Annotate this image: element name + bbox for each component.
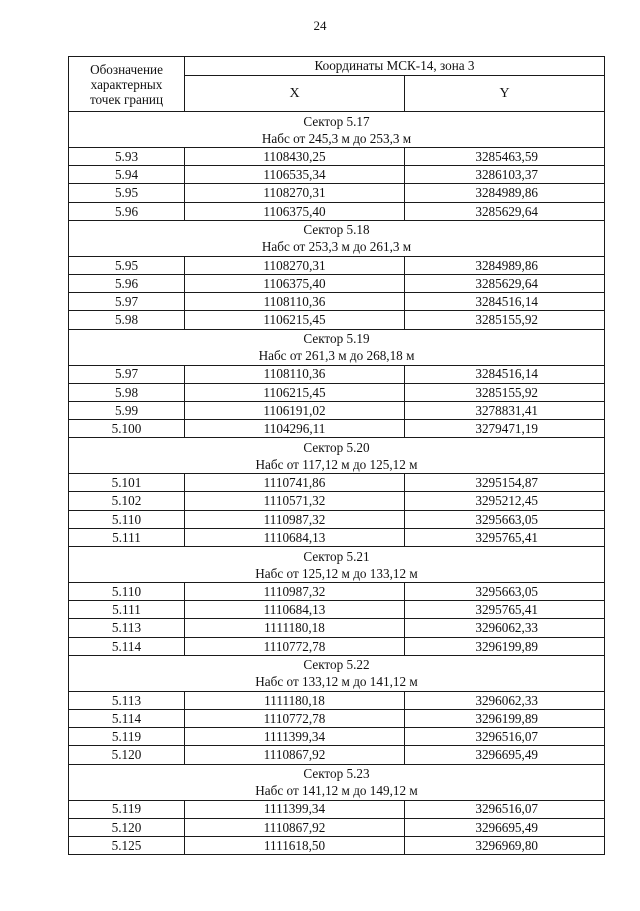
x-coordinate-cell: 1106535,34 — [185, 166, 405, 184]
x-coordinate-cell: 1111399,34 — [185, 800, 405, 818]
sector-header-row — [69, 547, 605, 583]
table-row — [69, 420, 605, 438]
y-coordinate-cell: 3284989,86 — [405, 184, 605, 202]
y-coordinate-cell: 3295663,05 — [405, 510, 605, 528]
y-coordinate-cell: 3285463,59 — [405, 148, 605, 166]
x-coordinate-cell: 1106375,40 — [185, 202, 405, 220]
sector-height-range: Набс от 117,12 м до 125,12 м — [255, 456, 418, 472]
table-row — [69, 365, 605, 383]
table-row — [69, 709, 605, 727]
header-point-column — [69, 57, 185, 112]
header-point-line-2: характерных — [90, 76, 163, 92]
sector-header — [69, 547, 605, 583]
y-coordinate-cell: 3296062,33 — [405, 691, 605, 709]
table-row — [69, 166, 605, 184]
sector-header-row — [69, 220, 605, 256]
y-coordinate-cell: 3285155,92 — [405, 383, 605, 401]
x-coordinate-cell: 1110772,78 — [185, 637, 405, 655]
y-coordinate-cell: 3286103,37 — [405, 166, 605, 184]
y-coordinate-cell: 3285629,64 — [405, 274, 605, 292]
point-id-cell: 5.96 — [69, 202, 185, 220]
x-coordinate-cell: 1108110,36 — [185, 293, 405, 311]
sector-height-range: Набс от 261,3 м до 268,18 м — [258, 348, 415, 363]
sector-header — [69, 655, 605, 691]
x-coordinate-cell: 1110741,86 — [185, 474, 405, 492]
sector-header-row — [69, 329, 605, 365]
point-id-cell: 5.114 — [69, 709, 185, 727]
point-id-cell: 5.113 — [69, 619, 185, 637]
sector-height-range: Набс от 133,12 м до 141,12 м — [255, 674, 418, 690]
y-coordinate-cell: 3278831,41 — [405, 401, 605, 419]
sector-height-range: Набс от 141,12 м до 149,12 м — [255, 783, 418, 798]
point-id-cell: 5.120 — [69, 818, 185, 836]
y-coordinate-cell: 3295663,05 — [405, 583, 605, 601]
table-row — [69, 293, 605, 311]
point-id-cell: 5.95 — [69, 184, 185, 202]
point-id-cell: 5.97 — [69, 365, 185, 383]
x-coordinate-cell: 1104296,11 — [185, 420, 405, 438]
x-coordinate-cell: 1106215,45 — [185, 383, 405, 401]
point-id-cell: 5.119 — [69, 800, 185, 818]
point-id-cell: 5.98 — [69, 311, 185, 329]
point-id-cell: 5.100 — [69, 420, 185, 438]
sector-header — [69, 112, 605, 148]
x-coordinate-cell: 1108270,31 — [185, 184, 405, 202]
x-coordinate-cell: 1110772,78 — [185, 709, 405, 727]
y-coordinate-cell: 3279471,19 — [405, 420, 605, 438]
sector-header-row — [69, 112, 605, 148]
table-row — [69, 256, 605, 274]
point-id-cell: 5.120 — [69, 746, 185, 764]
y-coordinate-cell: 3295212,45 — [405, 492, 605, 510]
x-coordinate-cell: 1110987,32 — [185, 510, 405, 528]
x-coordinate-cell: 1110684,13 — [185, 528, 405, 546]
x-coordinate-cell: 1110867,92 — [185, 746, 405, 764]
sector-header — [69, 438, 605, 474]
table-row — [69, 274, 605, 292]
x-coordinate-cell: 1106375,40 — [185, 274, 405, 292]
sector-height-range: Набс от 245,3 м до 253,3 м — [261, 130, 412, 146]
table-row — [69, 202, 605, 220]
page-number: 24 — [313, 18, 327, 33]
point-id-cell: 5.125 — [69, 836, 185, 854]
x-coordinate-cell: 1110684,13 — [185, 601, 405, 619]
header-x-column: X — [185, 76, 405, 112]
point-id-cell: 5.94 — [69, 166, 185, 184]
point-id-cell: 5.97 — [69, 293, 185, 311]
x-coordinate-cell: 1108430,25 — [185, 148, 405, 166]
sector-title: Сектор 5.21 — [303, 548, 370, 564]
table-row — [69, 746, 605, 764]
y-coordinate-cell: 3284516,14 — [405, 293, 605, 311]
x-coordinate-cell: 1108270,31 — [185, 256, 405, 274]
x-coordinate-cell: 1110987,32 — [185, 583, 405, 601]
header-coordinates-title: Координаты МСК-14, зона 3 — [185, 57, 605, 76]
table-row — [69, 836, 605, 854]
table-row — [69, 619, 605, 637]
x-coordinate-cell: 1110571,32 — [185, 492, 405, 510]
sector-header-row — [69, 764, 605, 800]
table-row — [69, 148, 605, 166]
table-row — [69, 691, 605, 709]
sector-title: Сектор 5.18 — [303, 222, 370, 238]
sector-height-range: Набс от 125,12 м до 133,12 м — [255, 565, 418, 581]
sector-title: Сектор 5.17 — [303, 113, 370, 129]
table-row — [69, 401, 605, 419]
y-coordinate-cell: 3296199,89 — [405, 637, 605, 655]
y-coordinate-cell: 3296969,80 — [405, 836, 605, 854]
coordinates-table-body — [69, 57, 605, 855]
x-coordinate-cell: 1110867,92 — [185, 818, 405, 836]
header-y-column: Y — [405, 76, 605, 112]
table-row — [69, 492, 605, 510]
y-coordinate-cell: 3296062,33 — [405, 619, 605, 637]
sector-header-row — [69, 438, 605, 474]
point-id-cell: 5.114 — [69, 637, 185, 655]
table-row — [69, 818, 605, 836]
table-row — [69, 800, 605, 818]
table-row — [69, 728, 605, 746]
x-coordinate-cell: 1111180,18 — [185, 619, 405, 637]
y-coordinate-cell: 3285629,64 — [405, 202, 605, 220]
y-coordinate-cell: 3296695,49 — [405, 818, 605, 836]
x-coordinate-cell: 1106215,45 — [185, 311, 405, 329]
y-coordinate-cell: 3284516,14 — [405, 365, 605, 383]
point-id-cell: 5.101 — [69, 474, 185, 492]
x-coordinate-cell: 1108110,36 — [185, 365, 405, 383]
sector-header-row — [69, 655, 605, 691]
y-coordinate-cell: 3296199,89 — [405, 709, 605, 727]
table-row — [69, 583, 605, 601]
x-coordinate-cell: 1111618,50 — [185, 836, 405, 854]
sector-title: Сектор 5.19 — [303, 331, 370, 346]
y-coordinate-cell: 3295154,87 — [405, 474, 605, 492]
point-id-cell: 5.119 — [69, 728, 185, 746]
x-coordinate-cell: 1111399,34 — [185, 728, 405, 746]
point-id-cell: 5.111 — [69, 601, 185, 619]
x-coordinate-cell: 1111180,18 — [185, 691, 405, 709]
sector-title: Сектор 5.23 — [303, 766, 370, 781]
table-row — [69, 311, 605, 329]
point-id-cell: 5.111 — [69, 528, 185, 546]
point-id-cell: 5.96 — [69, 274, 185, 292]
table-row — [69, 510, 605, 528]
point-id-cell: 5.99 — [69, 401, 185, 419]
y-coordinate-cell: 3296695,49 — [405, 746, 605, 764]
y-coordinate-cell: 3296516,07 — [405, 800, 605, 818]
point-id-cell: 5.98 — [69, 383, 185, 401]
sector-header — [69, 220, 605, 256]
table-row — [69, 601, 605, 619]
table-row — [69, 474, 605, 492]
coordinates-table — [68, 56, 605, 855]
point-id-cell: 5.102 — [69, 492, 185, 510]
y-coordinate-cell: 3285155,92 — [405, 311, 605, 329]
y-coordinate-cell: 3284989,86 — [405, 256, 605, 274]
table-row — [69, 637, 605, 655]
sector-title: Сектор 5.22 — [303, 657, 370, 673]
point-id-cell: 5.93 — [69, 148, 185, 166]
table-row — [69, 184, 605, 202]
x-coordinate-cell: 1106191,02 — [185, 401, 405, 419]
point-id-cell: 5.110 — [69, 510, 185, 528]
table-row — [69, 383, 605, 401]
table-row — [69, 528, 605, 546]
y-coordinate-cell: 3295765,41 — [405, 528, 605, 546]
y-coordinate-cell: 3296516,07 — [405, 728, 605, 746]
y-coordinate-cell: 3295765,41 — [405, 601, 605, 619]
point-id-cell: 5.113 — [69, 691, 185, 709]
sector-header — [69, 764, 605, 800]
sector-title: Сектор 5.20 — [303, 439, 370, 455]
sector-header — [69, 329, 605, 365]
point-id-cell: 5.110 — [69, 583, 185, 601]
header-point-line-3: точек границ — [89, 91, 164, 107]
header-point-line-1: Обозначение — [90, 61, 163, 77]
sector-height-range: Набс от 253,3 м до 261,3 м — [261, 239, 412, 255]
point-id-cell: 5.95 — [69, 256, 185, 274]
header-row-top — [69, 57, 605, 76]
